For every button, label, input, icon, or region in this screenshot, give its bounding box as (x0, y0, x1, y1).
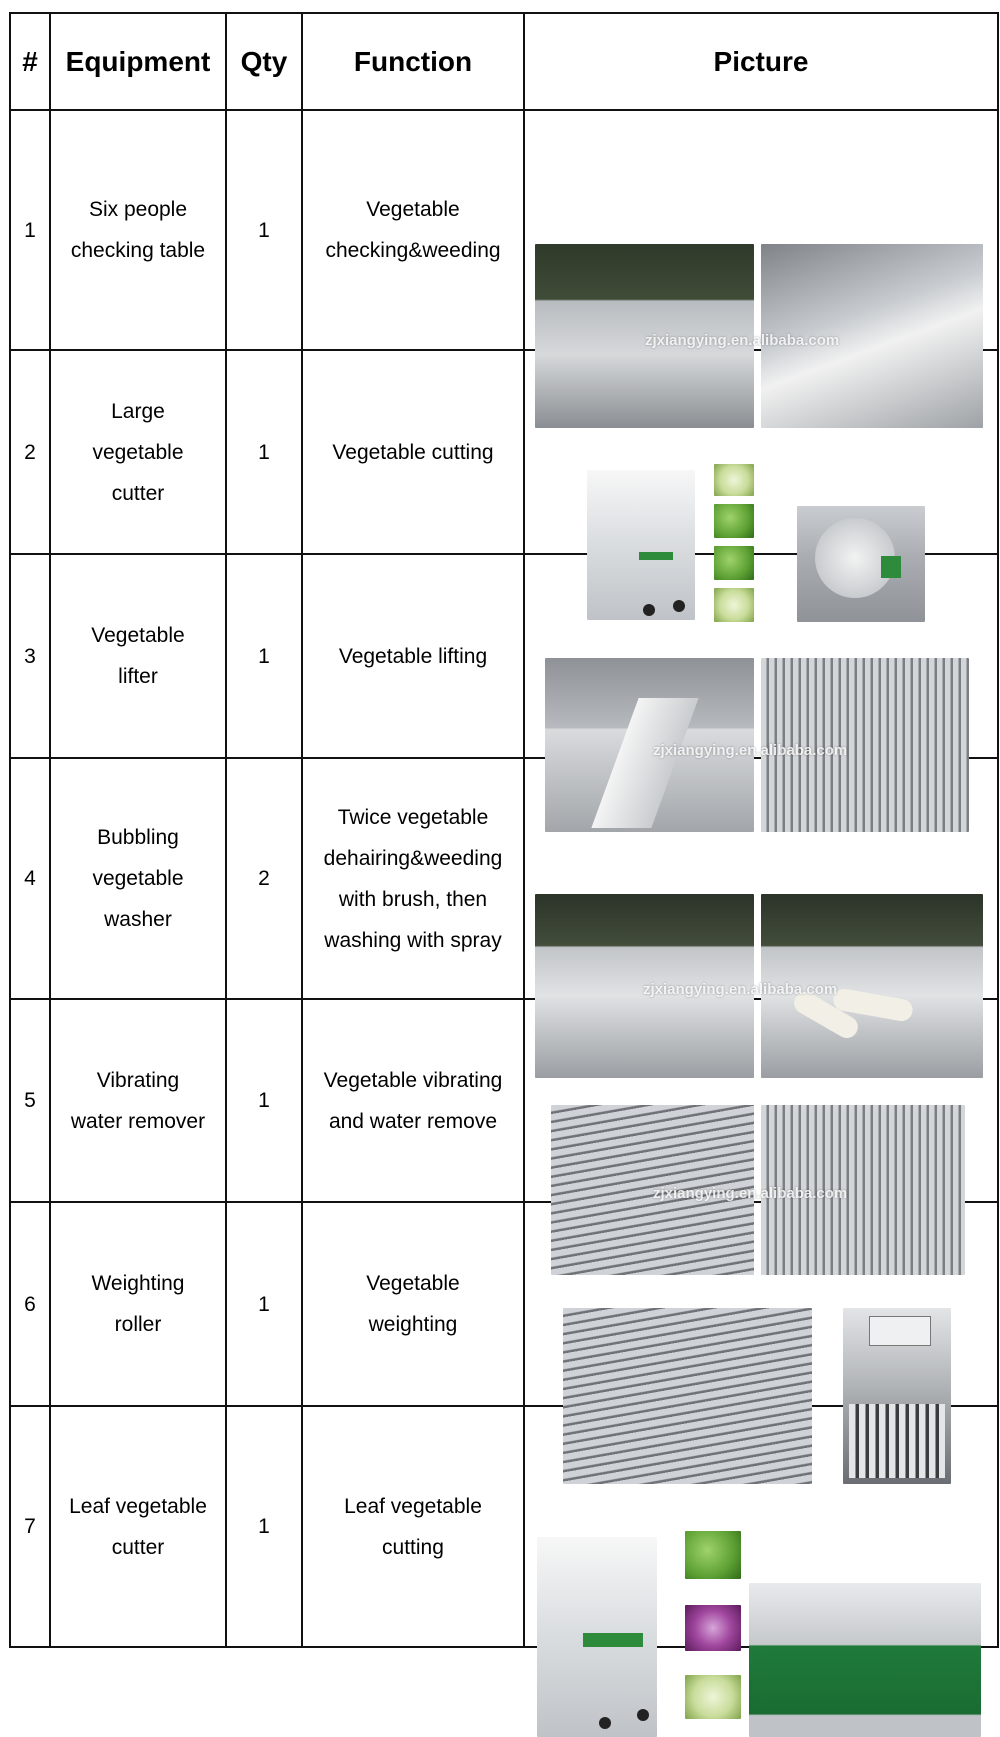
equipment-name: Weighting roller (50, 1202, 226, 1406)
table-row (10, 110, 998, 350)
picture-cell (524, 554, 998, 758)
picture-cell (524, 350, 998, 554)
function-text: Twice vegetable dehairing&weeding with brush, then washing with spray (302, 758, 524, 999)
diced-greens-photo (714, 504, 754, 538)
quantity: 1 (226, 999, 302, 1202)
picture-cell (524, 1406, 998, 1647)
table-row (10, 350, 998, 554)
header-row (10, 13, 998, 110)
header-qty: Qty (226, 13, 302, 110)
shredded-cabbage-photo (685, 1605, 741, 1651)
picture-cell (524, 999, 998, 1202)
function-text: Leaf vegetable cutting (302, 1406, 524, 1647)
row-number: 7 (10, 1406, 50, 1647)
function-text: Vegetable vibrating and water remove (302, 999, 524, 1202)
table-row (10, 758, 998, 999)
quantity: 1 (226, 1406, 302, 1647)
function-text: Vegetable lifting (302, 554, 524, 758)
header-picture: Picture (524, 13, 998, 110)
row-number: 1 (10, 110, 50, 350)
row-number: 5 (10, 999, 50, 1202)
leaf-cutter-photo (537, 1537, 657, 1737)
table-row (10, 1202, 998, 1406)
row-number: 6 (10, 1202, 50, 1406)
equipment-name: Vegetable lifter (50, 554, 226, 758)
watermark: zjxiangying.en.alibaba.com (643, 980, 838, 998)
chopped-leaves-photo (685, 1531, 741, 1579)
cucumber-slices-photo (714, 464, 754, 496)
equipment-name: Six people checking table (50, 110, 226, 350)
equipment-name: Large vegetable cutter (50, 350, 226, 554)
row-number: 2 (10, 350, 50, 554)
quantity: 1 (226, 554, 302, 758)
quantity: 2 (226, 758, 302, 999)
header-equipment: Equipment (50, 13, 226, 110)
equipment-name: Bubbling vegetable washer (50, 758, 226, 999)
cut-stalks-photo (685, 1675, 741, 1719)
function-text: Vegetable checking&weeding (302, 110, 524, 350)
table-row (10, 554, 998, 758)
watermark: zjxiangying.en.alibaba.com (645, 332, 840, 349)
quantity: 1 (226, 1202, 302, 1406)
equipment-name: Vibrating water remover (50, 999, 226, 1202)
row-number: 4 (10, 758, 50, 999)
watermark: zjxiangying.en.alibaba.com (653, 1184, 848, 1202)
table-row (10, 1406, 998, 1647)
function-text: Vegetable cutting (302, 350, 524, 554)
quantity: 1 (226, 110, 302, 350)
picture-cell (524, 1202, 998, 1406)
row-number: 3 (10, 554, 50, 758)
watermark: zjxiangying.en.alibaba.com (653, 742, 848, 759)
quantity: 1 (226, 350, 302, 554)
header-function: Function (302, 13, 524, 110)
picture-cell (524, 758, 998, 999)
header-number: # (10, 13, 50, 110)
cutter-conveyor-photo (749, 1583, 981, 1737)
equipment-name: Leaf vegetable cutter (50, 1406, 226, 1647)
equipment-table (9, 12, 999, 1648)
picture-cell (524, 110, 998, 350)
function-text: Vegetable weighting (302, 1202, 524, 1406)
table-row (10, 999, 998, 1202)
